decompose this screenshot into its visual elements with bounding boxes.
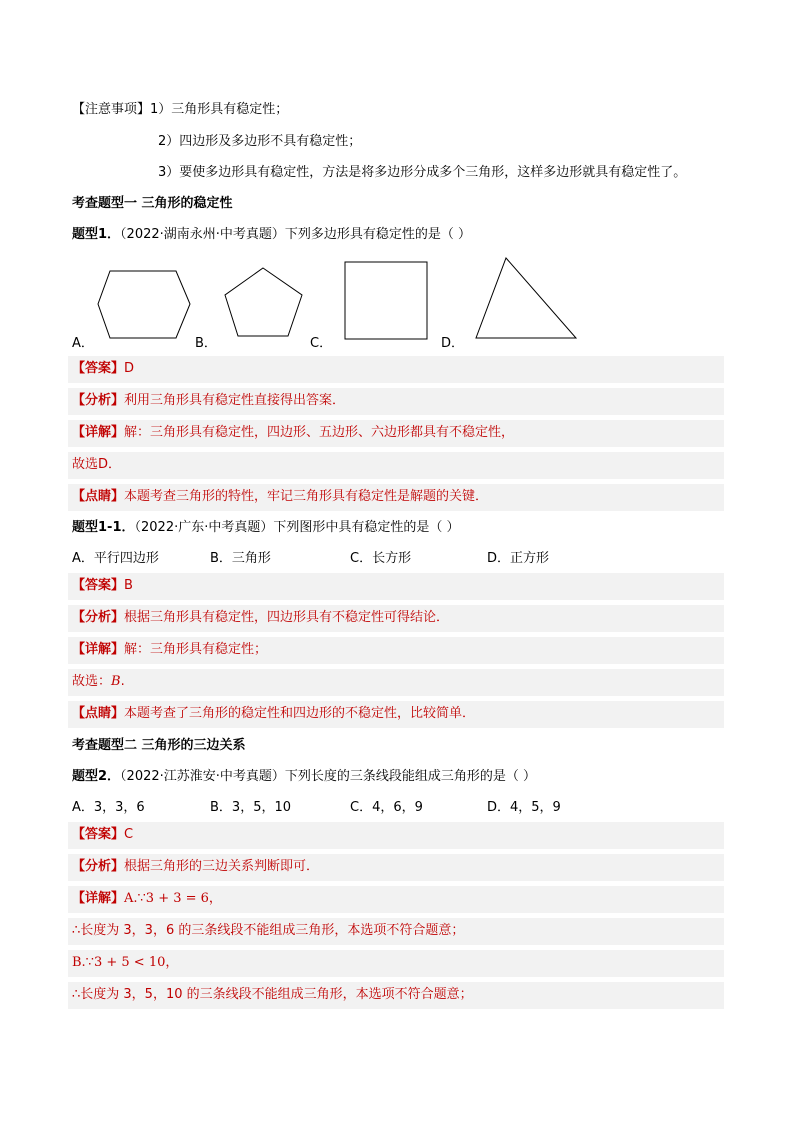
question-number: 题型2．	[72, 769, 121, 784]
answer-line	[72, 577, 133, 595]
hexagon-icon	[98, 271, 190, 338]
question-source: （2022·湖南永州·中考真题）	[120, 227, 285, 242]
question-stem	[72, 519, 460, 537]
option-b: B．	[195, 336, 217, 351]
option-d: D．正方形	[487, 551, 550, 566]
section-title: 考查题型二 三角形的三边关系	[72, 738, 246, 753]
analysis-label: 【分析】	[72, 859, 125, 874]
notes-label: 【注意事项】	[72, 102, 151, 117]
conclusion-line	[72, 673, 125, 691]
conclusion-suffix: .	[120, 674, 125, 689]
answer-label: 【答案】	[72, 827, 125, 842]
section-title: 考查题型一 三角形的稳定性	[72, 196, 233, 211]
note-item: 1）三角形具有稳定性；	[150, 102, 289, 117]
conclusion-prefix: 故选：	[72, 674, 112, 689]
comment-text: 本题考查了三角形的稳定性和四边形的不稳定性，比较简单．	[124, 706, 476, 721]
option-a: A．	[72, 336, 94, 351]
square-icon	[345, 262, 427, 339]
analysis-text: 根据三角形具有稳定性，四边形具有不稳定性可得结论．	[124, 610, 450, 625]
comment-text: 本题考查三角形的特性，牢记三角形具有稳定性是解题的关键．	[124, 489, 489, 504]
comment-label: 【点睛】	[72, 706, 125, 721]
answer-line	[72, 826, 133, 844]
conclusion-line: 故选D．	[72, 457, 122, 472]
option-d: D．4，5，9	[487, 800, 561, 815]
analysis-line	[72, 858, 319, 876]
question-number: 题型1．	[72, 227, 121, 242]
answer-value: D	[124, 361, 135, 376]
detail-line	[72, 641, 267, 659]
option-d: D．	[441, 336, 465, 351]
comment-line	[72, 705, 475, 723]
analysis-line	[72, 609, 449, 627]
detail-label: 【详解】	[72, 891, 125, 906]
option-a: A．3，3，6	[72, 800, 145, 815]
note-item: 2）四边形及多边形不具有稳定性；	[158, 134, 362, 149]
analysis-text: 根据三角形的三边关系判断即可．	[124, 859, 320, 874]
analysis-label: 【分析】	[72, 610, 125, 625]
detail-text: ∴长度为 3，3，6 的三条线段不能组成三角形，本选项不符合题意；	[72, 923, 465, 938]
option-c: C．4，6，9	[350, 800, 423, 815]
option-b: B．三角形	[210, 551, 271, 566]
answer-label: 【答案】	[72, 578, 125, 593]
note-item: 3）要使多边形具有稳定性，方法是将多边形分成多个三角形，这样多边形就具有稳定性了。	[158, 165, 687, 180]
answer-bg	[68, 573, 724, 600]
analysis-label: 【分析】	[72, 393, 125, 408]
detail-label: 【详解】	[72, 642, 125, 657]
detail-text: A.∵3 + 3 = 6，	[124, 891, 222, 906]
option-b: B．3，5，10	[210, 800, 292, 815]
detail-line	[72, 424, 514, 442]
analysis-line	[72, 392, 345, 410]
answer-bg	[68, 822, 724, 849]
question-stem	[72, 768, 536, 786]
pentagon-icon	[225, 268, 302, 336]
detail-text: ∴长度为 3，5，10 的三条线段不能组成三角形，本选项不符合题意；	[72, 987, 473, 1002]
answer-value: B	[124, 578, 133, 593]
shape-figures	[0, 0, 794, 360]
question-text: 下列多边形具有稳定性的是（ ）	[284, 227, 472, 242]
answer-value: C	[124, 827, 134, 842]
detail-label: 【详解】	[72, 425, 125, 440]
comment-label: 【点睛】	[72, 489, 125, 504]
option-c: C．	[310, 336, 333, 351]
answer-bg	[68, 356, 724, 383]
detail-text: 解：三角形具有稳定性，四边形、五边形、六边形都具有不稳定性，	[124, 425, 515, 440]
detail-text: 解：三角形具有稳定性；	[124, 642, 268, 657]
question-source: （2022·广东·中考真题）	[134, 520, 274, 535]
conclusion-bg	[68, 452, 724, 479]
option-c: C．长方形	[350, 551, 412, 566]
answer-line	[72, 360, 134, 378]
comment-line	[72, 488, 488, 506]
question-number: 题型1-1．	[72, 520, 135, 535]
question-text: 下列长度的三条线段能组成三角形的是（ ）	[284, 769, 537, 784]
analysis-text: 利用三角形具有稳定性直接得出答案．	[124, 393, 346, 408]
triangle-icon	[476, 258, 576, 338]
option-a: A．平行四边形	[72, 551, 159, 566]
conclusion-bg	[68, 669, 724, 696]
conclusion-value: B	[111, 674, 121, 689]
question-source: （2022·江苏淮安·中考真题）	[120, 769, 285, 784]
detail-line	[72, 890, 222, 908]
question-text: 下列图形中具有稳定性的是（ ）	[273, 520, 460, 535]
answer-label: 【答案】	[72, 361, 125, 376]
detail-text: B.∵3 + 5 < 10，	[72, 955, 179, 970]
